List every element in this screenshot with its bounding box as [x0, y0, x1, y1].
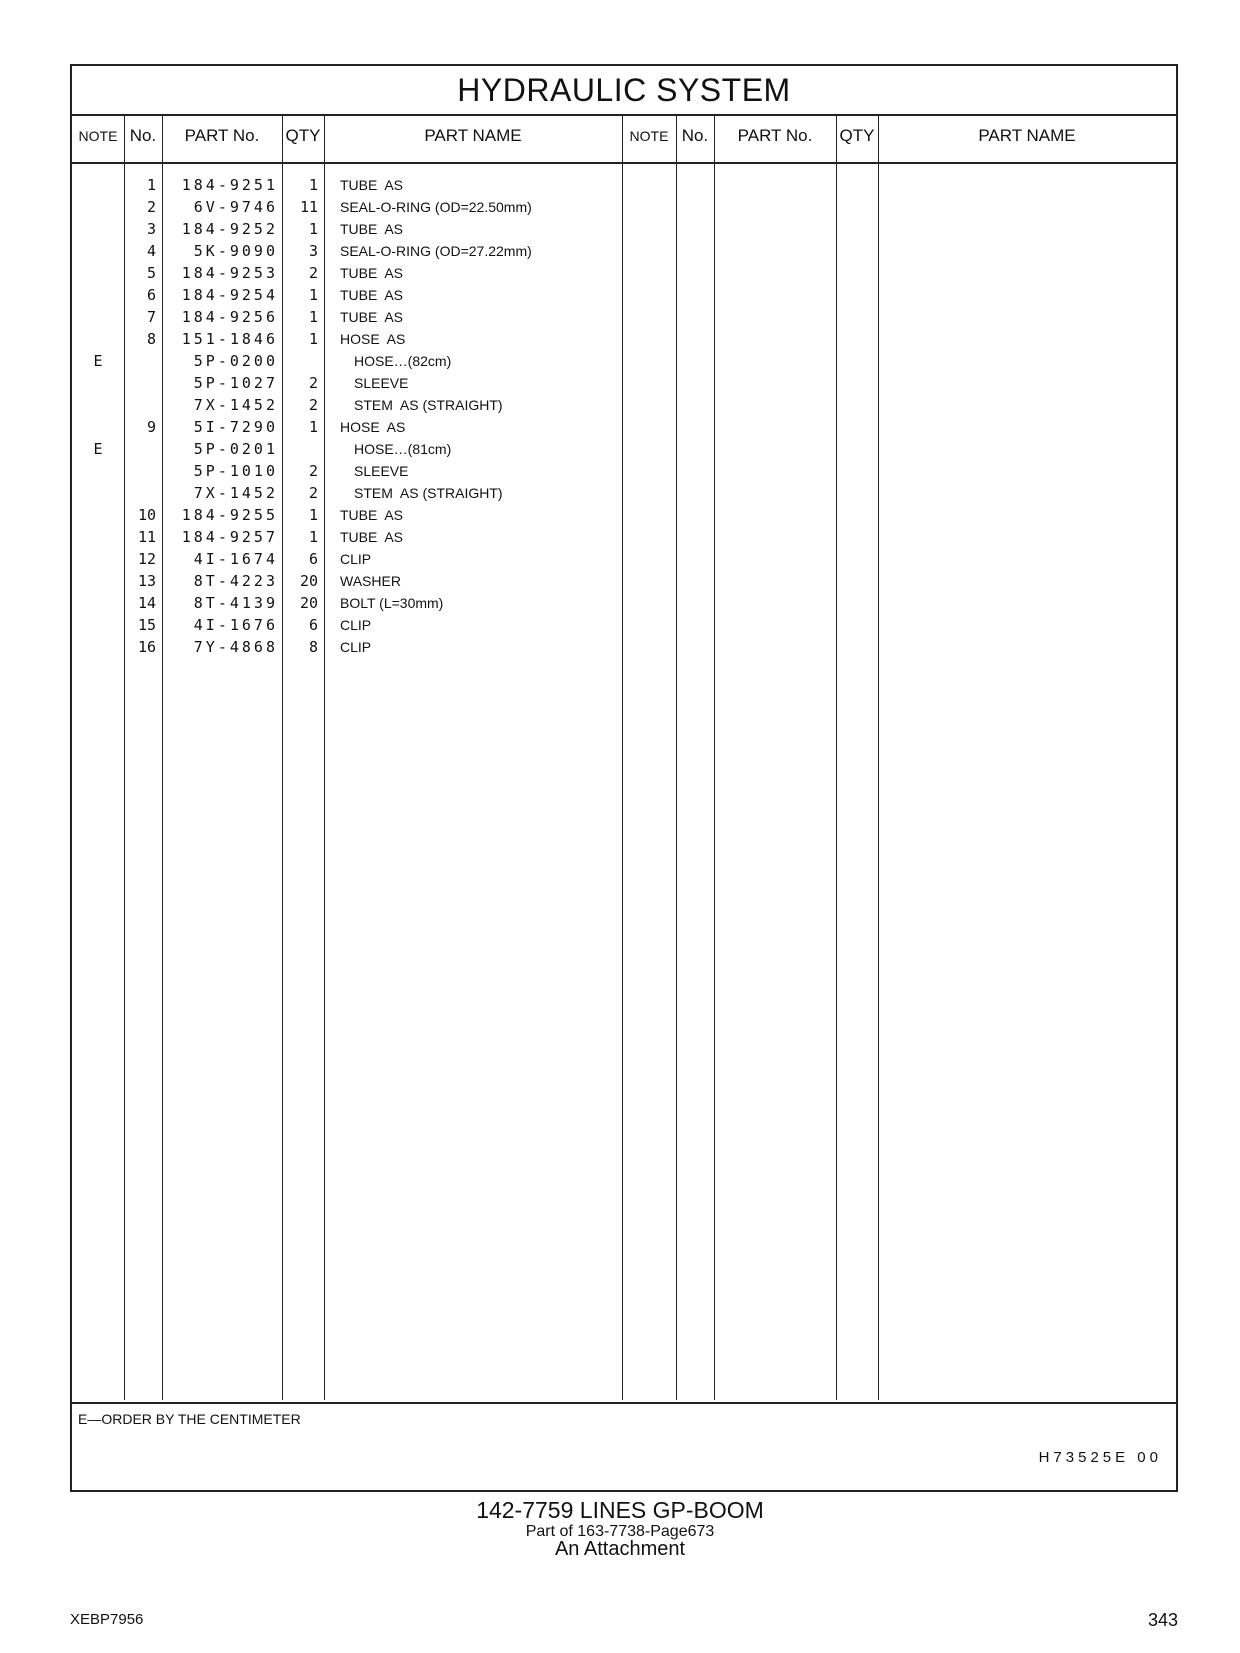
table-row [72, 196, 624, 218]
row-part-number: 151-1846 [181, 330, 278, 348]
table-row [72, 306, 624, 328]
row-note [72, 548, 124, 570]
row-part-number: 184-9252 [181, 220, 278, 238]
row-quantity: 6 [308, 616, 318, 634]
row-note [72, 218, 124, 240]
row-part-number: 5I-7290 [193, 418, 278, 436]
row-note [72, 240, 124, 262]
header-qty-left: QTY [285, 126, 321, 145]
row-note [72, 636, 124, 658]
row-part-name: TUBE AS [340, 529, 404, 545]
row-quantity [286, 438, 318, 460]
row-part-name: TUBE AS [340, 309, 404, 325]
row-part-number: 184-9254 [181, 286, 278, 304]
row-quantity: 1 [308, 330, 318, 348]
header-part-name-left: PART NAME [424, 126, 522, 145]
row-note [72, 328, 124, 350]
column-header-row [72, 114, 1176, 164]
page-number: 343 [1147, 1610, 1178, 1630]
row-part-number: 5P-1010 [193, 462, 278, 480]
row-part-number: 184-9256 [181, 308, 278, 326]
row-part-name: HOSE…(82cm) [354, 353, 452, 369]
table-row [72, 548, 624, 570]
row-note [72, 504, 124, 526]
header-no-right: No. [681, 126, 709, 145]
row-part-number: 7Y-4868 [193, 638, 278, 656]
row-quantity: 2 [308, 396, 318, 414]
table-row [72, 526, 624, 548]
row-quantity: 1 [308, 506, 318, 524]
row-note [72, 482, 124, 504]
row-note [72, 592, 124, 614]
group-title: 142-7759 LINES GP-BOOM [476, 1497, 764, 1523]
table-row [72, 460, 624, 482]
row-part-name: BOLT (L=30mm) [340, 595, 444, 611]
row-note [72, 570, 124, 592]
table-row [72, 416, 624, 438]
row-number [124, 460, 156, 482]
table-row [72, 350, 624, 372]
parts-table-frame [70, 64, 1178, 1492]
row-note [72, 460, 124, 482]
row-note [72, 306, 124, 328]
row-quantity: 2 [308, 462, 318, 480]
row-number: 2 [146, 198, 156, 216]
row-part-number: 6V-9746 [193, 198, 278, 216]
row-number: 5 [146, 264, 156, 282]
parts-table-body [72, 162, 1176, 1402]
table-row [72, 262, 624, 284]
row-part-name: CLIP [340, 551, 372, 567]
row-note [72, 614, 124, 636]
row-quantity: 1 [308, 308, 318, 326]
row-part-name: HOSE AS [340, 419, 406, 435]
publication-number: XEBP7956 [70, 1611, 144, 1628]
row-note [72, 372, 124, 394]
row-quantity: 1 [308, 418, 318, 436]
row-note [72, 284, 124, 306]
row-number: 8 [146, 330, 156, 348]
row-part-number: 5K-9090 [193, 242, 278, 260]
table-row [72, 218, 624, 240]
header-qty-right: QTY [839, 126, 875, 145]
row-note: E [93, 440, 103, 458]
row-quantity: 1 [308, 176, 318, 194]
row-part-number: 184-9255 [181, 506, 278, 524]
table-row [72, 372, 624, 394]
table-row [72, 614, 624, 636]
row-part-number: 8T-4139 [193, 594, 278, 612]
row-part-number: 5P-0201 [193, 440, 278, 458]
row-number [124, 482, 156, 504]
row-quantity: 11 [299, 198, 318, 216]
row-number: 10 [137, 506, 156, 524]
row-number: 15 [137, 616, 156, 634]
row-quantity: 20 [299, 594, 318, 612]
row-number [124, 438, 156, 460]
footnote: E—ORDER BY THE CENTIMETER [78, 1411, 301, 1427]
row-number [124, 350, 156, 372]
row-part-name: TUBE AS [340, 221, 404, 237]
row-quantity [286, 350, 318, 372]
row-number: 13 [137, 572, 156, 590]
part-of-reference: Part of 163-7738-Page673 [525, 1523, 715, 1540]
row-note [72, 526, 124, 548]
row-number [124, 372, 156, 394]
table-row [72, 636, 624, 658]
row-number: 12 [137, 550, 156, 568]
document-code: H73525E 00 [1038, 1449, 1162, 1466]
table-row [72, 174, 624, 196]
row-part-name: CLIP [340, 639, 372, 655]
header-part-no-right: PART No. [737, 126, 813, 145]
row-part-name: STEM AS (STRAIGHT) [354, 485, 503, 501]
row-number: 1 [146, 176, 156, 194]
row-part-name: TUBE AS [340, 287, 404, 303]
row-quantity: 2 [308, 374, 318, 392]
row-part-number: 5P-1027 [193, 374, 278, 392]
row-part-number: 184-9253 [181, 264, 278, 282]
row-quantity: 1 [308, 528, 318, 546]
row-quantity: 1 [308, 220, 318, 238]
row-part-number: 184-9257 [181, 528, 278, 546]
page-title: HYDRAULIC SYSTEM [72, 66, 1176, 116]
row-number [124, 394, 156, 416]
row-quantity: 2 [308, 264, 318, 282]
header-part-name-right: PART NAME [978, 126, 1076, 145]
row-number: 14 [137, 594, 156, 612]
table-row [72, 504, 624, 526]
table-row [72, 240, 624, 262]
row-part-name: SLEEVE [354, 463, 409, 479]
attachment-label: An Attachment [554, 1538, 686, 1560]
row-part-name: STEM AS (STRAIGHT) [354, 397, 503, 413]
footer-divider [72, 1402, 1176, 1404]
row-part-name: WASHER [340, 573, 401, 589]
row-number: 4 [146, 242, 156, 260]
table-row [72, 570, 624, 592]
row-note [72, 416, 124, 438]
row-part-name: HOSE…(81cm) [354, 441, 452, 457]
table-row [72, 284, 624, 306]
row-number: 6 [146, 286, 156, 304]
row-number: 9 [146, 418, 156, 436]
row-part-name: HOSE AS [340, 331, 406, 347]
row-part-name: TUBE AS [340, 507, 404, 523]
row-number: 11 [137, 528, 156, 546]
row-number: 7 [146, 308, 156, 326]
header-note-left: NOTE [78, 128, 118, 144]
row-part-name: SEAL-O-RING (OD=27.22mm) [340, 243, 532, 259]
row-part-name: TUBE AS [340, 177, 404, 193]
row-part-number: 4I-1676 [193, 616, 278, 634]
row-part-name: SEAL-O-RING (OD=22.50mm) [340, 199, 532, 215]
table-row [72, 328, 624, 350]
row-quantity: 20 [299, 572, 318, 590]
table-row [72, 394, 624, 416]
row-number: 16 [137, 638, 156, 656]
row-number: 3 [146, 220, 156, 238]
row-quantity: 1 [308, 286, 318, 304]
row-note [72, 262, 124, 284]
row-part-name: CLIP [340, 617, 372, 633]
row-part-number: 4I-1674 [193, 550, 278, 568]
row-quantity: 6 [308, 550, 318, 568]
row-part-number: 184-9251 [181, 176, 278, 194]
row-note [72, 174, 124, 196]
row-note [72, 196, 124, 218]
row-quantity: 3 [308, 242, 318, 260]
header-part-no-left: PART No. [184, 126, 260, 145]
row-part-name: SLEEVE [354, 375, 409, 391]
row-part-number: 7X-1452 [193, 396, 278, 414]
row-part-number: 5P-0200 [193, 352, 278, 370]
row-part-name: TUBE AS [340, 265, 404, 281]
header-no-left: No. [129, 126, 157, 145]
row-note [72, 394, 124, 416]
row-quantity: 8 [308, 638, 318, 656]
table-row [72, 592, 624, 614]
row-quantity: 2 [308, 484, 318, 502]
header-note-right: NOTE [629, 128, 669, 144]
row-part-number: 8T-4223 [193, 572, 278, 590]
row-part-number: 7X-1452 [193, 484, 278, 502]
row-note: E [93, 352, 103, 370]
table-row [72, 438, 624, 460]
table-row [72, 482, 624, 504]
